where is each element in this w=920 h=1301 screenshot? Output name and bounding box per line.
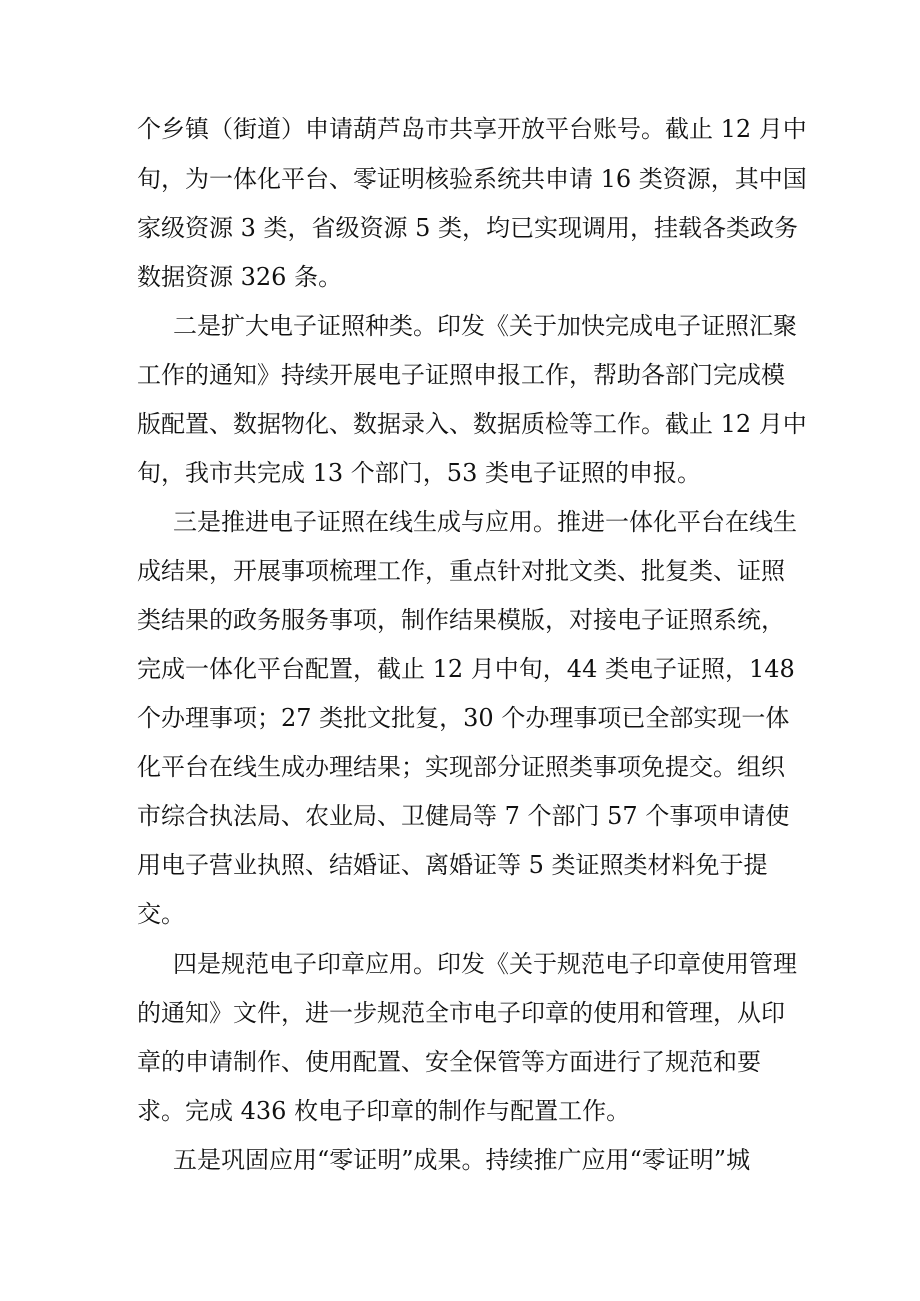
text-line: 家级资源 3 类，省级资源 5 类，均已实现调用，挂载各类政务 [137, 214, 799, 242]
text-line: 成结果，开展事项梳理工作，重点针对批文类、批复类、证照 [137, 557, 785, 585]
text-line: 完成一体化平台配置，截止 12 月中旬，44 类电子证照，148 [137, 655, 795, 683]
text-line: 求。完成 436 枚电子印章的制作与配置工作。 [137, 1097, 631, 1125]
text-line: 个乡镇（街道）申请葫芦岛市共享开放平台账号。截止 12 月中 [137, 115, 807, 143]
paragraph-start-line: 五是巩固应用“零证明”成果。持续推广应用“零证明”城 [173, 1146, 751, 1174]
text-line: 的通知》文件，进一步规范全市电子印章的使用和管理，从印 [137, 999, 785, 1027]
paragraph-start-line: 三是推进电子证照在线生成与应用。推进一体化平台在线生 [173, 508, 797, 536]
text-line: 版配置、数据物化、数据录入、数据质检等工作。截止 12 月中 [137, 410, 807, 438]
text-line: 类结果的政务服务事项，制作结果模版，对接电子证照系统， [137, 606, 785, 634]
text-line: 市综合执法局、农业局、卫健局等 7 个部门 57 个事项申请使 [137, 802, 790, 830]
text-line: 用电子营业执照、结婚证、离婚证等 5 类证照类材料免于提 [137, 851, 768, 879]
text-line: 工作的通知》持续开展电子证照申报工作，帮助各部门完成模 [137, 361, 785, 389]
paragraph-start-line: 二是扩大电子证照种类。印发《关于加快完成电子证照汇聚 [173, 312, 797, 340]
text-line: 化平台在线生成办理结果；实现部分证照类事项免提交。组织 [137, 753, 785, 781]
paragraph-start-line: 四是规范电子印章应用。印发《关于规范电子印章使用管理 [173, 950, 797, 978]
text-line: 旬，我市共完成 13 个部门，53 类电子证照的申报。 [137, 459, 701, 487]
text-line: 交。 [137, 900, 185, 928]
text-line: 旬，为一体化平台、零证明核验系统共申请 16 类资源，其中国 [137, 165, 807, 193]
text-line: 个办理事项；27 类批文批复，30 个办理事项已全部实现一体 [137, 704, 790, 732]
text-line: 章的申请制作、使用配置、安全保管等方面进行了规范和要 [137, 1048, 761, 1076]
text-line: 数据资源 326 条。 [137, 263, 343, 291]
